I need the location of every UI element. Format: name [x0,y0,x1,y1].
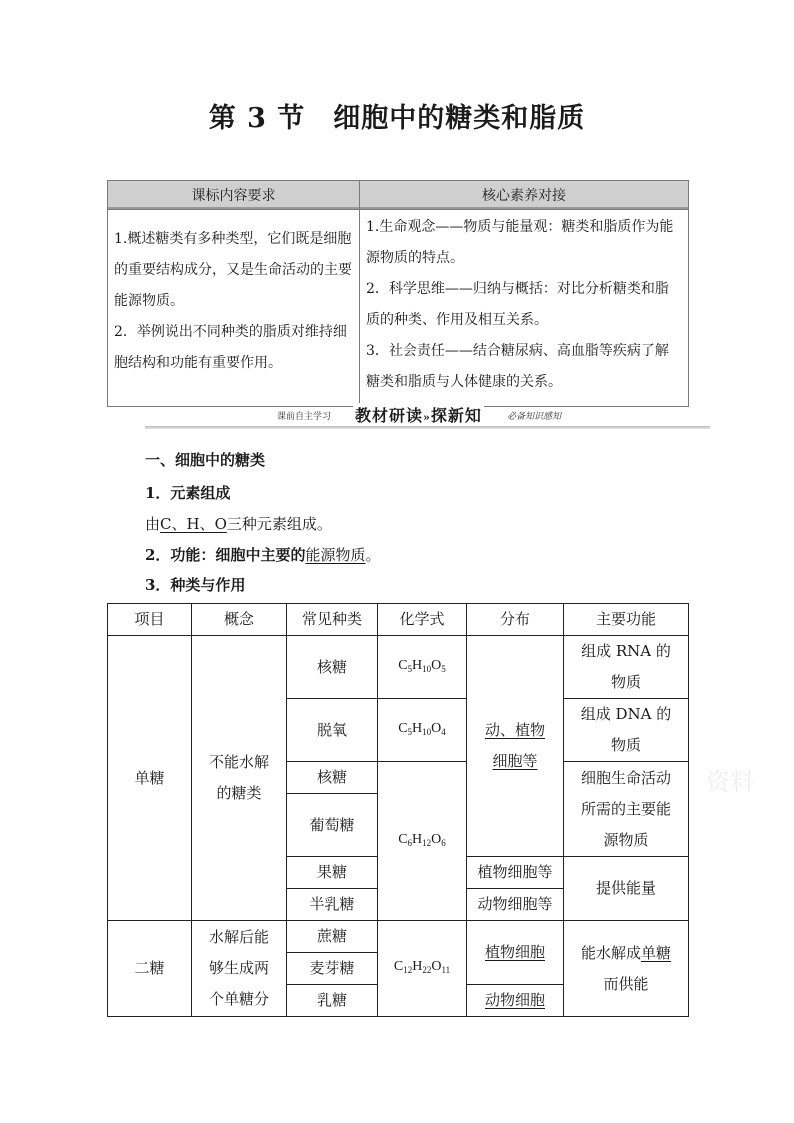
standards-table [107,180,689,407]
function-rna: 组成 RNA 的物质 [564,636,689,699]
kind-cell: 麦芽糖 [287,953,378,985]
banner-divider [145,426,710,429]
standard-item: 1.概述糖类有多种类型，它们既是细胞的重要结构成分，又是生命活动的主要能源物质。 [114,231,352,309]
kind-cell: 果糖 [287,857,378,889]
table-header: 主要功能 [564,604,689,636]
standards-header-right: 核心素养对接 [360,181,689,210]
distribution-animal: 动物细胞等 [467,889,564,921]
table-header: 概念 [192,604,287,636]
distribution-plant: 植物细胞等 [467,857,564,889]
category-monosaccharide: 单糖 [108,636,192,921]
kind-cell: 乳糖 [287,985,378,1017]
watermark: 资料 [706,768,754,796]
section-name: 细胞中的糖类和脂质 [333,103,586,134]
function-hydrolysis: 能水解成单糖而供能 [564,921,689,1017]
section-banner [145,406,710,434]
table-header: 常见种类 [287,604,378,636]
underlined-answer: C、H、O [160,515,227,533]
distribution-animal-plant: 动、植物细胞等 [467,636,564,857]
concept-disaccharide: 水解后能够生成两个单糖分 [192,921,287,1017]
standards-header-left: 课标内容要求 [108,181,360,210]
function-dna: 组成 DNA 的物质 [564,699,689,762]
item-element-text: 由C、H、O三种元素组成。 [145,515,332,533]
function-energy: 细胞生命活动所需的主要能源物质 [564,762,689,857]
concept-monosaccharide: 不能水解的糖类 [192,636,287,921]
item-function: 2．功能：细胞中主要的能源物质。 [145,546,381,564]
function-supply-energy: 提供能量 [564,857,689,921]
banner-right-label: 必备知识感知 [507,412,562,422]
formula-deoxyribose: $C_5H_{10}O_4$ [378,699,467,762]
kind-cell: 脱氧 [287,699,378,762]
sugar-types-table [107,603,689,1017]
category-disaccharide: 二糖 [108,921,192,1017]
kind-cell: 核糖 [287,636,378,699]
page-title [0,96,794,135]
section-number: 第 3 节 [208,103,306,134]
literacy-item: 1.生命观念——物质与能量观：糖类和脂质作为能源物质的特点。 [366,219,674,266]
formula-disaccharide: $C_{12}H_{22}O_{11}$ [378,921,467,1017]
item-types: 3．种类与作用 [145,576,246,594]
banner-left-label: 课前自主学习 [277,412,332,422]
formula-ribose: $C_5H_{10}O_5$ [378,636,467,699]
standards-right-cell [360,210,689,407]
formula-hexose: $C_6H_{12}O_6$ [378,762,467,921]
table-header: 项目 [108,604,192,636]
standards-left-cell [108,210,360,407]
literacy-item: 3．社会责任——结合糖尿病、高血脂等疾病了解糖类和脂质与人体健康的关系。 [366,343,669,390]
literacy-item: 2．科学思维——归纳与概括：对比分析糖类和脂质的种类、作用及相互关系。 [366,281,669,328]
distribution-animal-cell: 动物细胞 [467,985,564,1017]
distribution-plant-cell: 植物细胞 [467,921,564,985]
kind-cell: 蔗糖 [287,921,378,953]
chevron-right-icon: » [423,411,431,424]
kind-cell: 葡萄糖 [287,794,378,857]
standard-item: 2．举例说出不同种类的脂质对维持细胞结构和功能有重要作用。 [114,324,347,371]
table-header: 化学式 [378,604,467,636]
kind-cell: 半乳糖 [287,889,378,921]
table-header: 分布 [467,604,564,636]
kind-cell: 核糖 [287,762,378,794]
item-element-composition: 1．元素组成 [145,484,231,502]
underlined-answer: 能源物质 [305,546,366,564]
banner-title: 教材研读»探新知 [353,403,484,426]
heading-sugars: 一、细胞中的糖类 [145,451,266,469]
